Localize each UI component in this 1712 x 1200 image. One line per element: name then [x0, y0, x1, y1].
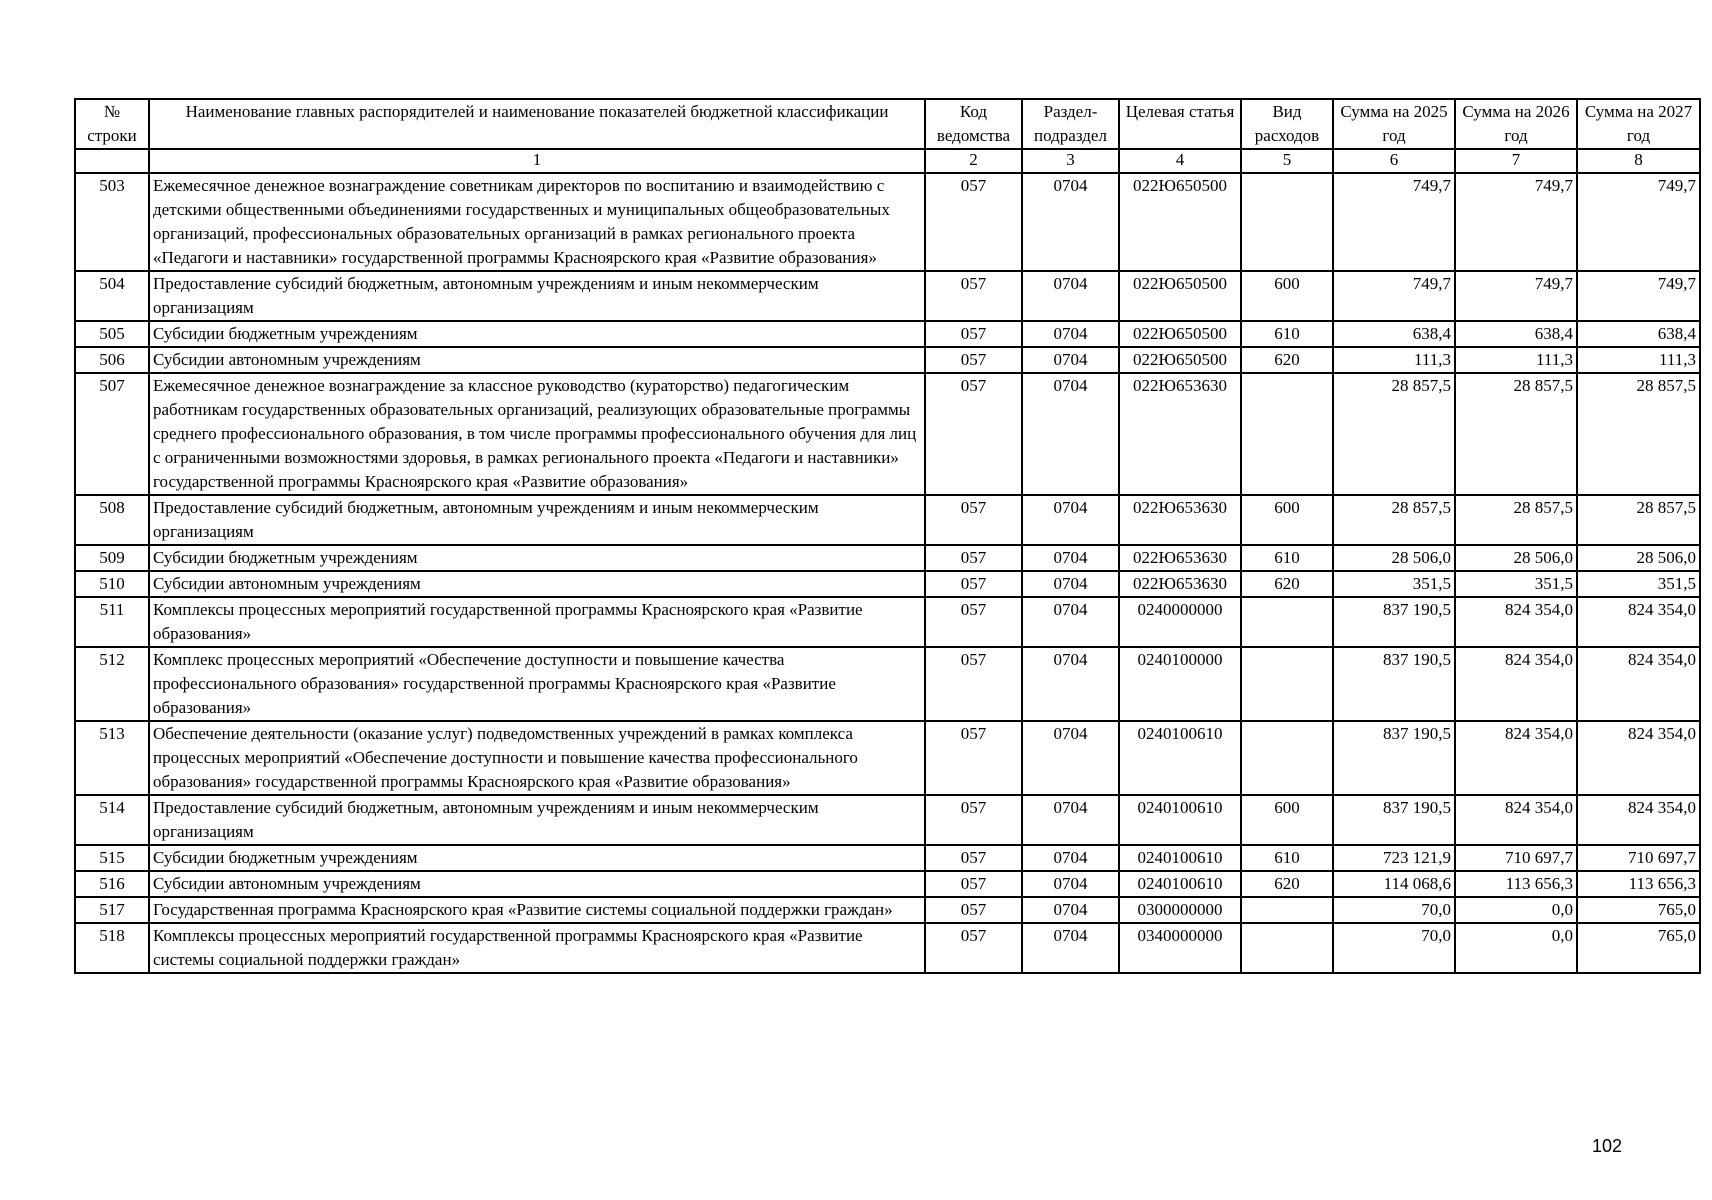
header-dept-code: Код ведомства [925, 99, 1022, 149]
section-code: 0704 [1022, 321, 1119, 347]
sum-2027: 765,0 [1577, 897, 1700, 923]
sum-2026: 824 354,0 [1455, 795, 1577, 845]
target-article: 022Ю653630 [1119, 545, 1241, 571]
row-name: Комплексы процессных мероприятий государственной программы Красноярского края «Развитие системы социальной поддержки граждан» [149, 923, 925, 973]
header-exp-type: Вид расходов [1241, 99, 1333, 149]
row-name: Предоставление субсидий бюджетным, автономным учреждениям и иным некоммерческим организациям [149, 271, 925, 321]
row-name: Обеспечение деятельности (оказание услуг) подведомственных учреждений в рамках комплекса процессных мероприятий «Обеспечение доступности и повышение качества профессионального образования» государственной программы Красноярского края «Развитие образования» [149, 721, 925, 795]
sum-2026: 710 697,7 [1455, 845, 1577, 871]
row-number: 507 [75, 373, 149, 495]
row-number: 508 [75, 495, 149, 545]
row-number: 515 [75, 845, 149, 871]
dept-code: 057 [925, 571, 1022, 597]
dept-code: 057 [925, 923, 1022, 973]
header-row [75, 99, 1700, 149]
table-row [75, 597, 1700, 647]
table-row [75, 545, 1700, 571]
sum-2025: 723 121,9 [1333, 845, 1455, 871]
column-number: 2 [925, 149, 1022, 173]
sum-2026: 749,7 [1455, 271, 1577, 321]
sum-2025: 111,3 [1333, 347, 1455, 373]
sum-2027: 749,7 [1577, 173, 1700, 271]
target-article: 0240100610 [1119, 845, 1241, 871]
column-number-row [75, 149, 1700, 173]
dept-code: 057 [925, 271, 1022, 321]
table-row [75, 647, 1700, 721]
row-number: 506 [75, 347, 149, 373]
expense-type: 600 [1241, 795, 1333, 845]
column-number: 5 [1241, 149, 1333, 173]
expense-type [1241, 721, 1333, 795]
target-article: 0240100000 [1119, 647, 1241, 721]
section-code: 0704 [1022, 795, 1119, 845]
target-article: 022Ю650500 [1119, 347, 1241, 373]
header-section: Раздел- подраздел [1022, 99, 1119, 149]
sum-2026: 111,3 [1455, 347, 1577, 373]
header-sum-2026: Сумма на 2026 год [1455, 99, 1577, 149]
target-article: 022Ю650500 [1119, 321, 1241, 347]
section-code: 0704 [1022, 647, 1119, 721]
dept-code: 057 [925, 173, 1022, 271]
dept-code: 057 [925, 347, 1022, 373]
row-name: Ежемесячное денежное вознаграждение за классное руководство (кураторство) педагогическим работникам государственных образовательных организаций, реализующих образовательные программы среднего профессионального образования, в том числе программы профессионального обучения для лиц с ограниченными возможностями здоровья, в рамках регионального проекта «Педагоги и наставники» государственной программы Красноярского края «Развитие образования» [149, 373, 925, 495]
sum-2026: 351,5 [1455, 571, 1577, 597]
table-row [75, 495, 1700, 545]
dept-code: 057 [925, 321, 1022, 347]
sum-2027: 351,5 [1577, 571, 1700, 597]
column-number [75, 149, 149, 173]
section-code: 0704 [1022, 495, 1119, 545]
sum-2025: 749,7 [1333, 271, 1455, 321]
page-number: 102 [1592, 1136, 1623, 1156]
row-name: Субсидии автономным учреждениям [149, 571, 925, 597]
row-name: Субсидии автономным учреждениям [149, 871, 925, 897]
sum-2025: 638,4 [1333, 321, 1455, 347]
dept-code: 057 [925, 373, 1022, 495]
section-code: 0704 [1022, 173, 1119, 271]
section-code: 0704 [1022, 897, 1119, 923]
expense-type: 620 [1241, 571, 1333, 597]
column-number: 1 [149, 149, 925, 173]
row-number: 516 [75, 871, 149, 897]
row-name: Субсидии бюджетным учреждениям [149, 321, 925, 347]
row-number: 517 [75, 897, 149, 923]
sum-2026: 0,0 [1455, 897, 1577, 923]
table-row [75, 923, 1700, 973]
section-code: 0704 [1022, 845, 1119, 871]
row-number: 514 [75, 795, 149, 845]
sum-2026: 113 656,3 [1455, 871, 1577, 897]
target-article: 022Ю653630 [1119, 495, 1241, 545]
column-number: 6 [1333, 149, 1455, 173]
sum-2025: 70,0 [1333, 923, 1455, 973]
sum-2025: 837 190,5 [1333, 597, 1455, 647]
row-number: 513 [75, 721, 149, 795]
sum-2027: 28 506,0 [1577, 545, 1700, 571]
dept-code: 057 [925, 795, 1022, 845]
target-article: 0240000000 [1119, 597, 1241, 647]
sum-2027: 824 354,0 [1577, 721, 1700, 795]
dept-code: 057 [925, 871, 1022, 897]
row-number: 511 [75, 597, 149, 647]
expense-type [1241, 597, 1333, 647]
sum-2026: 28 506,0 [1455, 545, 1577, 571]
row-name: Субсидии бюджетным учреждениям [149, 545, 925, 571]
sum-2027: 824 354,0 [1577, 795, 1700, 845]
sum-2026: 638,4 [1455, 321, 1577, 347]
sum-2026: 28 857,5 [1455, 495, 1577, 545]
sum-2027: 824 354,0 [1577, 647, 1700, 721]
expense-type [1241, 173, 1333, 271]
table-row [75, 871, 1700, 897]
sum-2026: 749,7 [1455, 173, 1577, 271]
table-row [75, 271, 1700, 321]
row-name: Субсидии бюджетным учреждениям [149, 845, 925, 871]
header-row-no: № строки [75, 99, 149, 149]
expense-type: 620 [1241, 347, 1333, 373]
row-number: 510 [75, 571, 149, 597]
expense-type: 610 [1241, 845, 1333, 871]
target-article: 022Ю650500 [1119, 173, 1241, 271]
table-row [75, 347, 1700, 373]
table-row [75, 845, 1700, 871]
header-sum-2027: Сумма на 2027 год [1577, 99, 1700, 149]
section-code: 0704 [1022, 347, 1119, 373]
section-code: 0704 [1022, 545, 1119, 571]
section-code: 0704 [1022, 923, 1119, 973]
target-article: 0240100610 [1119, 721, 1241, 795]
table-row [75, 173, 1700, 271]
expense-type [1241, 373, 1333, 495]
sum-2027: 765,0 [1577, 923, 1700, 973]
section-code: 0704 [1022, 597, 1119, 647]
sum-2025: 837 190,5 [1333, 795, 1455, 845]
sum-2025: 70,0 [1333, 897, 1455, 923]
row-name: Предоставление субсидий бюджетным, автономным учреждениям и иным некоммерческим организациям [149, 495, 925, 545]
target-article: 022Ю653630 [1119, 571, 1241, 597]
section-code: 0704 [1022, 373, 1119, 495]
expense-type: 620 [1241, 871, 1333, 897]
dept-code: 057 [925, 721, 1022, 795]
expense-type: 600 [1241, 271, 1333, 321]
table-row [75, 795, 1700, 845]
expense-type [1241, 647, 1333, 721]
row-number: 518 [75, 923, 149, 973]
sum-2026: 28 857,5 [1455, 373, 1577, 495]
row-name: Предоставление субсидий бюджетным, автономным учреждениям и иным некоммерческим организациям [149, 795, 925, 845]
row-name: Комплекс процессных мероприятий «Обеспечение доступности и повышение качества профессионального образования» государственной программы Красноярского края «Развитие образования» [149, 647, 925, 721]
dept-code: 057 [925, 597, 1022, 647]
row-number: 512 [75, 647, 149, 721]
row-number: 509 [75, 545, 149, 571]
sum-2027: 710 697,7 [1577, 845, 1700, 871]
table-row [75, 897, 1700, 923]
expense-type: 610 [1241, 321, 1333, 347]
table-row [75, 373, 1700, 495]
column-number: 4 [1119, 149, 1241, 173]
expense-type: 610 [1241, 545, 1333, 571]
table-row [75, 571, 1700, 597]
sum-2025: 28 857,5 [1333, 495, 1455, 545]
target-article: 0340000000 [1119, 923, 1241, 973]
dept-code: 057 [925, 845, 1022, 871]
row-number: 505 [75, 321, 149, 347]
sum-2025: 351,5 [1333, 571, 1455, 597]
target-article: 0300000000 [1119, 897, 1241, 923]
header-name: Наименование главных распорядителей и наименование показателей бюджетной классификации [149, 99, 925, 149]
sum-2026: 824 354,0 [1455, 597, 1577, 647]
column-number: 8 [1577, 149, 1700, 173]
sum-2025: 837 190,5 [1333, 647, 1455, 721]
sum-2027: 113 656,3 [1577, 871, 1700, 897]
column-number: 3 [1022, 149, 1119, 173]
sum-2027: 824 354,0 [1577, 597, 1700, 647]
dept-code: 057 [925, 897, 1022, 923]
section-code: 0704 [1022, 271, 1119, 321]
row-name: Комплексы процессных мероприятий государственной программы Красноярского края «Развитие образования» [149, 597, 925, 647]
section-code: 0704 [1022, 721, 1119, 795]
table-body [75, 173, 1700, 973]
sum-2025: 114 068,6 [1333, 871, 1455, 897]
expense-type [1241, 923, 1333, 973]
sum-2027: 28 857,5 [1577, 373, 1700, 495]
sum-2027: 638,4 [1577, 321, 1700, 347]
sum-2025: 749,7 [1333, 173, 1455, 271]
target-article: 0240100610 [1119, 871, 1241, 897]
header-target: Целевая статья [1119, 99, 1241, 149]
sum-2025: 28 857,5 [1333, 373, 1455, 495]
dept-code: 057 [925, 495, 1022, 545]
expense-type [1241, 897, 1333, 923]
column-number: 7 [1455, 149, 1577, 173]
sum-2027: 749,7 [1577, 271, 1700, 321]
row-number: 503 [75, 173, 149, 271]
budget-table [74, 98, 1701, 974]
target-article: 0240100610 [1119, 795, 1241, 845]
sum-2025: 837 190,5 [1333, 721, 1455, 795]
row-name: Ежемесячное денежное вознаграждение советникам директоров по воспитанию и взаимодействию с детскими общественными объединениями государственных и муниципальных общеобразовательных организаций, профессиональных образовательных организаций в рамках регионального проекта «Педагоги и наставники» государственной программы Красноярского края «Развитие образования» [149, 173, 925, 271]
row-number: 504 [75, 271, 149, 321]
sum-2026: 824 354,0 [1455, 647, 1577, 721]
row-name: Государственная программа Красноярского края «Развитие системы социальной поддержки граждан» [149, 897, 925, 923]
row-name: Субсидии автономным учреждениям [149, 347, 925, 373]
target-article: 022Ю650500 [1119, 271, 1241, 321]
section-code: 0704 [1022, 871, 1119, 897]
dept-code: 057 [925, 545, 1022, 571]
sum-2025: 28 506,0 [1333, 545, 1455, 571]
expense-type: 600 [1241, 495, 1333, 545]
dept-code: 057 [925, 647, 1022, 721]
header-sum-2025: Сумма на 2025 год [1333, 99, 1455, 149]
table-row [75, 321, 1700, 347]
sum-2026: 824 354,0 [1455, 721, 1577, 795]
section-code: 0704 [1022, 571, 1119, 597]
target-article: 022Ю653630 [1119, 373, 1241, 495]
sum-2026: 0,0 [1455, 923, 1577, 973]
sum-2027: 111,3 [1577, 347, 1700, 373]
sum-2027: 28 857,5 [1577, 495, 1700, 545]
table-row [75, 721, 1700, 795]
